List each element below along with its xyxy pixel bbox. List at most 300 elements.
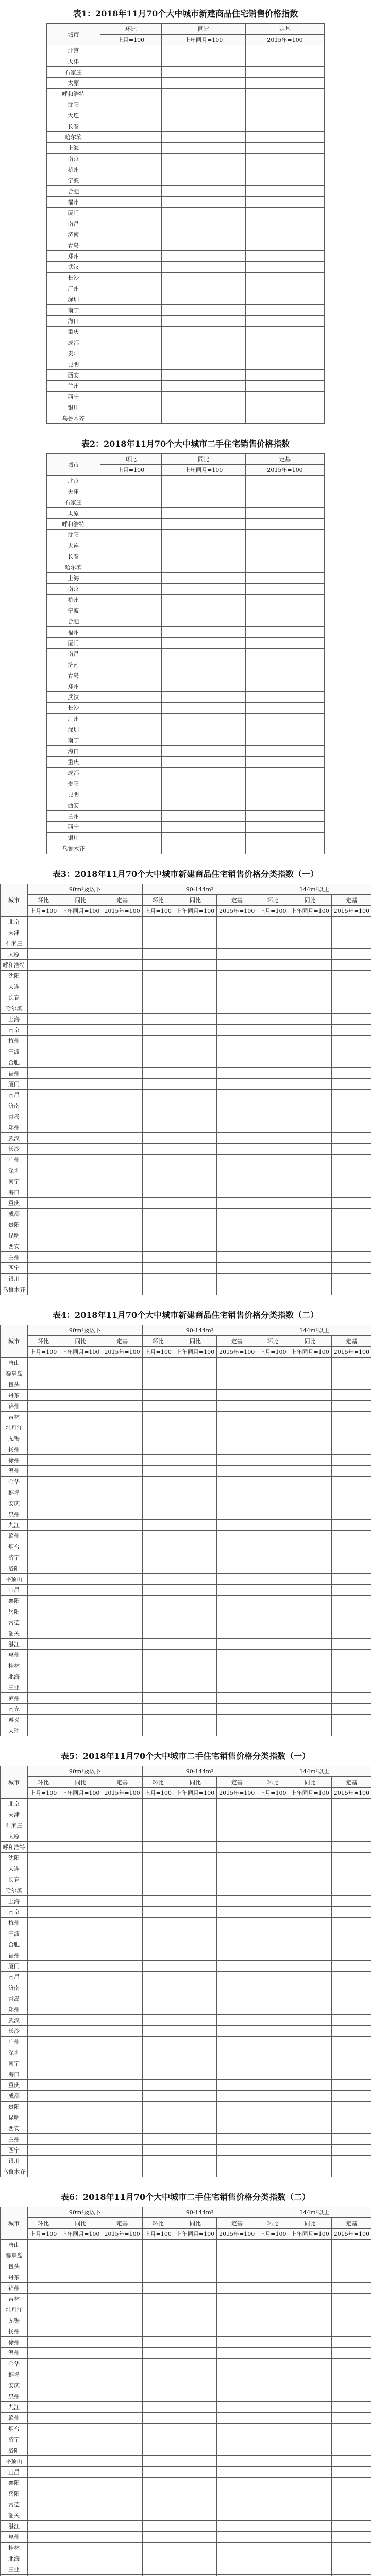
row-value [162,605,246,616]
row-value [142,1799,174,1809]
row-value [59,2091,102,2102]
row-value [289,1155,331,1165]
row-value [59,1477,102,1487]
row-value [102,2532,142,2543]
row-city: 金华 [1,2359,28,2369]
row-value [102,2145,142,2156]
header-subrow-2 [1,2229,371,2240]
row-value [59,2145,102,2156]
row-value [331,1885,371,1896]
row-value [174,2488,216,2499]
row-value [217,1455,257,1466]
table-row [47,486,325,497]
row-value [102,1961,142,1972]
row-value [174,971,216,981]
row-value [59,2348,102,2359]
row-value [142,1100,174,1111]
row-value [246,208,325,218]
row-value [289,1263,331,1274]
row-value [28,1263,59,1274]
row-value [100,822,162,833]
table-row [1,1682,371,1693]
row-city: 贵阳 [1,1219,28,1230]
row-value [142,1046,174,1057]
header-group: 环比 [257,1777,289,1788]
row-value [217,2283,257,2294]
row-value [28,1165,59,1176]
row-value [331,1639,371,1650]
row-value [174,1896,216,1907]
row-city: 广州 [47,714,100,724]
table-row [1,1520,371,1531]
row-value [100,551,162,562]
row-value [28,2261,59,2272]
row-value [174,1585,216,1596]
row-value [142,2543,174,2553]
row-value [257,2123,289,2134]
row-value [28,2145,59,2156]
row-value [28,1874,59,1885]
row-value [102,2521,142,2532]
row-value [28,1198,59,1209]
row-value [217,1176,257,1187]
row-city: 大连 [47,110,100,121]
header-group: 定基 [102,1777,142,1788]
table-row [1,1552,371,1563]
row-city: 无锡 [1,2315,28,2326]
row-value [100,359,162,370]
row-value [246,649,325,659]
row-city: 成都 [1,2091,28,2102]
header-sub: 上年同月=100 [174,2229,216,2240]
row-value [59,1820,102,1831]
row-value [59,1368,102,1379]
row-value [102,2166,142,2177]
row-value [289,992,331,1003]
row-value [142,1617,174,1628]
row-value [102,2240,142,2250]
row-value [257,2112,289,2123]
row-value [59,1036,102,1046]
row-value [102,2272,142,2283]
table-row [1,1165,371,1176]
row-value [257,1100,289,1111]
row-value [162,154,246,164]
table-row [47,843,325,854]
row-value [102,2543,142,2553]
row-value [142,1057,174,1068]
row-city: 南充 [1,1704,28,1715]
row-value [102,1433,142,1444]
row-value [257,1144,289,1155]
row-value [174,1155,216,1165]
row-value [289,1487,331,1498]
row-value [162,392,246,402]
row-value [217,1853,257,1863]
row-value [28,1928,59,1939]
row-value [28,1068,59,1079]
row-value [257,2478,289,2488]
row-value [28,971,59,981]
row-value [102,2091,142,2102]
row-value [331,2445,371,2456]
row-value [289,1853,331,1863]
row-value [102,1896,142,1907]
row-value [257,1950,289,1961]
table-row [1,2564,371,2575]
row-value [59,2402,102,2413]
row-value [257,1230,289,1241]
table-row [1,1003,371,1014]
row-value [257,2283,289,2294]
row-value [331,1628,371,1639]
row-city: 银川 [1,2156,28,2166]
row-value [289,1144,331,1155]
row-value [102,1639,142,1650]
row-value [257,2134,289,2145]
row-value [331,1422,371,1433]
row-city: 大连 [1,1863,28,1874]
header-sub: 上年同月=100 [59,2229,102,2240]
row-value [100,251,162,262]
header-city: 城市 [47,454,100,476]
header-size-group: 90m²及以下 [28,884,143,895]
row-value [59,2304,102,2315]
row-value [162,121,246,132]
row-value [102,981,142,992]
row-value [28,1574,59,1585]
row-value [257,927,289,938]
row-value [289,1003,331,1014]
row-value [162,294,246,305]
row-value [331,2413,371,2424]
row-value [217,1520,257,1531]
table-row [1,1809,371,1820]
row-value [28,1639,59,1650]
row-value [257,2272,289,2283]
row-value [174,1574,216,1585]
row-value [102,1885,142,1896]
row-value [102,2413,142,2424]
row-value [217,2156,257,2166]
row-value [289,1379,331,1390]
row-value [289,1165,331,1176]
table-wrap [0,1766,371,2177]
row-value [217,1003,257,1014]
header-size-group: 90-144m² [142,884,257,895]
row-value [257,2261,289,2272]
row-value [217,2145,257,2156]
row-city: 沈阳 [1,971,28,981]
row-value [289,2402,331,2413]
header-sub: 上月=100 [142,1347,174,1358]
row-value [217,1939,257,1950]
row-value [102,2047,142,2058]
row-value [331,1165,371,1176]
row-value [257,1715,289,1725]
row-value [331,2037,371,2047]
row-value [289,971,331,981]
row-value [162,67,246,78]
row-value [217,1358,257,1368]
header-group: 同比 [162,24,246,35]
row-value [257,1541,289,1552]
table-row [47,649,325,659]
row-value [257,1401,289,1412]
row-value [59,938,102,949]
row-city: 北京 [47,45,100,56]
row-value [331,1444,371,1455]
row-city: 沈阳 [1,1853,28,1863]
row-value [28,2564,59,2575]
row-value [217,2402,257,2413]
row-value [289,2467,331,2478]
row-value [142,1025,174,1036]
row-value [28,1606,59,1617]
row-value [28,1950,59,1961]
row-value [217,1509,257,1520]
row-city: 上海 [47,573,100,584]
row-value [100,240,162,251]
row-value [289,1209,331,1219]
row-value [331,1498,371,1509]
row-value [217,2445,257,2456]
header-group: 环比 [28,1336,59,1347]
table-row [47,476,325,486]
data-table [0,1766,371,2177]
table-row [1,2294,371,2304]
row-value [246,584,325,595]
row-value [59,1950,102,1961]
row-value [217,2315,257,2326]
header-subrow-2 [1,1788,371,1799]
row-value [59,1122,102,1133]
row-value [142,2058,174,2069]
row-value [100,56,162,67]
row-value [289,1842,331,1853]
header-group: 定基 [246,24,325,35]
row-value [102,1390,142,1401]
row-city: 郑州 [47,251,100,262]
row-value [59,2080,102,2091]
row-value [28,1596,59,1606]
row-city: 韶关 [1,2510,28,2521]
row-value [142,1263,174,1274]
row-value [174,1176,216,1187]
row-value [289,1650,331,1660]
row-value [102,1682,142,1693]
row-value [59,1660,102,1671]
row-value [331,1209,371,1219]
row-value [28,1704,59,1715]
row-value [28,1090,59,1100]
row-value [102,2250,142,2261]
row-value [217,1799,257,1809]
row-value [289,1477,331,1487]
header-sub: 上年同月=100 [59,906,102,917]
row-value [59,2166,102,2177]
row-value [331,2467,371,2478]
row-value [102,2564,142,2575]
row-value [246,164,325,175]
row-value [289,2553,331,2564]
table-row [47,132,325,143]
row-value [102,1993,142,2004]
row-city: 石家庄 [1,938,28,949]
header-sub: 上月=100 [100,465,162,476]
row-value [174,2553,216,2564]
row-value [100,530,162,540]
row-value [162,595,246,605]
row-value [100,283,162,294]
row-city: 石家庄 [47,67,100,78]
row-value [257,2424,289,2434]
row-value [289,2102,331,2112]
row-value [289,2315,331,2326]
table-row [47,154,325,164]
row-value [257,1477,289,1487]
table-block [0,7,371,424]
row-value [59,2359,102,2369]
row-city: 太原 [47,508,100,519]
row-city: 北京 [47,476,100,486]
row-value [59,1422,102,1433]
header-size-group: 90-144m² [142,1766,257,1777]
row-value [162,800,246,811]
row-value [331,2283,371,2294]
row-value [162,164,246,175]
row-city: 合肥 [1,1057,28,1068]
table-row [1,2445,371,2456]
row-value [217,2467,257,2478]
row-value [102,1100,142,1111]
row-value [217,2091,257,2102]
row-value [289,2510,331,2521]
row-value [331,2510,371,2521]
row-value [59,2069,102,2080]
row-value [331,1725,371,1736]
row-value [257,971,289,981]
row-value [257,2326,289,2337]
row-value [246,143,325,154]
row-value [142,1907,174,1918]
row-value [162,670,246,681]
row-value [331,1046,371,1057]
row-value [59,1671,102,1682]
header-sub: 2015年=100 [102,906,142,917]
table-row [1,1606,371,1617]
row-value [217,1725,257,1736]
row-value [102,1939,142,1950]
row-city: 银川 [1,1274,28,1284]
row-value [100,486,162,497]
row-value [331,1585,371,1596]
row-value [100,811,162,822]
row-value [59,1907,102,1918]
row-value [289,2456,331,2467]
row-value [257,1874,289,1885]
row-value [246,843,325,854]
table-row [1,1725,371,1736]
row-value [100,789,162,800]
table-row [1,1842,371,1853]
header-group: 定基 [217,1336,257,1347]
row-value [28,1122,59,1133]
row-value [257,1939,289,1950]
header-sub: 上年同月=100 [174,1788,216,1799]
row-value [102,1972,142,1982]
row-value [174,1939,216,1950]
header-group: 同比 [59,1777,102,1788]
table-row [47,584,325,595]
table-row [1,1628,371,1639]
row-value [100,714,162,724]
row-value [331,1477,371,1487]
header-group: 环比 [142,1777,174,1788]
row-value [246,540,325,551]
row-value [257,1918,289,1928]
row-city: 南昌 [1,1972,28,1982]
row-value [289,1928,331,1939]
table-row [1,1715,371,1725]
row-value [331,2250,371,2261]
row-value [162,359,246,370]
row-value [59,1809,102,1820]
row-value [331,1155,371,1165]
header-group: 同比 [59,2218,102,2229]
row-value [331,1993,371,2004]
row-value [28,2156,59,2166]
header-sub: 上月=100 [257,1788,289,1799]
header-sub: 上年同月=100 [174,1347,216,1358]
table-row [1,1422,371,1433]
row-value [162,843,246,854]
row-value [59,2488,102,2499]
row-value [162,413,246,424]
row-value [102,1628,142,1639]
row-city: 惠州 [1,1650,28,1660]
table-row [1,2156,371,2166]
row-value [257,938,289,949]
row-value [142,2304,174,2315]
row-value [217,1809,257,1820]
row-value [102,1660,142,1671]
header-group: 环比 [142,895,174,906]
row-value [142,2380,174,2391]
row-value [142,1531,174,1541]
header-row [1,1766,371,1777]
row-value [59,2026,102,2037]
row-value [331,2123,371,2134]
header-size-group: 144m²以上 [257,1325,371,1336]
row-city: 南宁 [1,1176,28,1187]
table-row [1,1939,371,1950]
row-value [257,2510,289,2521]
row-city: 太原 [1,949,28,960]
row-value [289,1961,331,1972]
row-value [59,1885,102,1896]
row-value [102,1068,142,1079]
row-value [331,1111,371,1122]
table-row [47,530,325,540]
row-value [102,2326,142,2337]
row-value [102,2283,142,2294]
header-group: 环比 [142,2218,174,2229]
header-sub: 上年同月=100 [162,465,246,476]
row-value [100,305,162,316]
row-value [174,1863,216,1874]
row-city: 洛阳 [1,1563,28,1574]
